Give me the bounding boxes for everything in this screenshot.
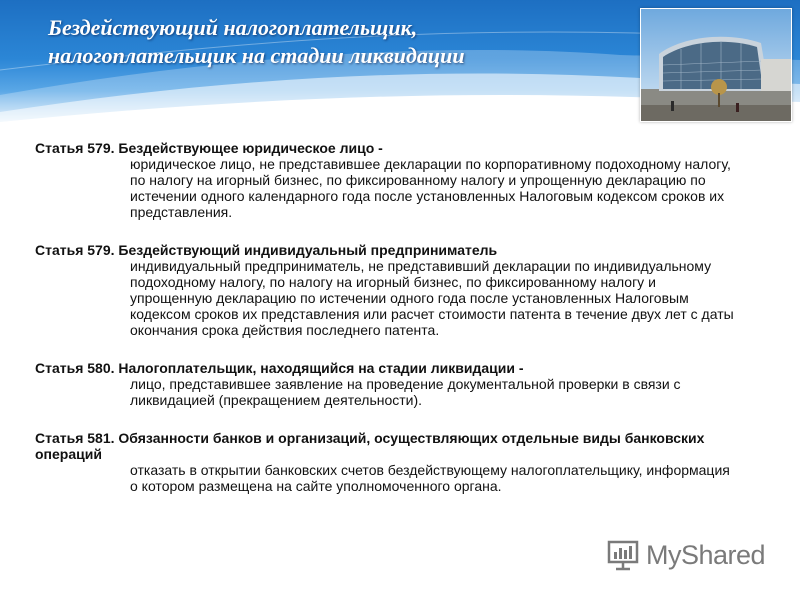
article-body: отказать в открытии банковских счетов бездействующему налогоплательщику, информация о котором размещена на сайте уполномоченного органа. bbox=[130, 462, 730, 494]
article-body: юридическое лицо, не представившее декларации по корпоративному подоходному налогу, по налогу на игорный бизнес, по фиксированному налогу и упрощенную декларацию по истечении одного календарного года после установленных Налоговым кодексом сроков их представления. bbox=[130, 156, 731, 220]
myshared-watermark bbox=[606, 535, 776, 575]
article-heading: Статья 580. Налогоплательщик, находящийся на стадии ликвидации - bbox=[35, 360, 524, 376]
slide-header bbox=[0, 0, 800, 130]
presentation-board-icon bbox=[606, 538, 640, 572]
watermark-text: MyShared bbox=[646, 539, 766, 570]
article-body: индивидуальный предприниматель, не представивший декларации по индивидуальному подоходному налогу, по налогу на игорный бизнес, по фиксированному налогу и упрощенную декларацию по истечении одного года после установленных Налоговым кодексом сроков их представления или расчет стоимости патента в течение двух лет с даты окончания срока действия последнего патента. bbox=[130, 258, 734, 338]
slide-title-line1: Бездействующий налогоплательщик, bbox=[48, 15, 418, 40]
article-body: лицо, представившее заявление на проведение документальной проверки в связи с ликвидацией (прекращением деятельности). bbox=[130, 376, 681, 408]
slide-title bbox=[48, 14, 608, 70]
article-block bbox=[35, 242, 735, 338]
slide-content bbox=[35, 140, 735, 516]
article-heading: Статья 581. Обязанности банков и организаций, осуществляющих отдельные виды банковских операций bbox=[35, 430, 705, 462]
article-block bbox=[35, 430, 735, 494]
article-heading: Статья 579. Бездействующий индивидуальный предприниматель bbox=[35, 242, 498, 258]
article-block bbox=[35, 360, 735, 408]
article-block bbox=[35, 140, 735, 220]
building-photo bbox=[640, 8, 792, 122]
slide-title-line2: налогоплательщик на стадии ликвидации bbox=[48, 43, 465, 68]
article-heading: Статья 579. Бездействующее юридическое лицо - bbox=[35, 140, 383, 156]
